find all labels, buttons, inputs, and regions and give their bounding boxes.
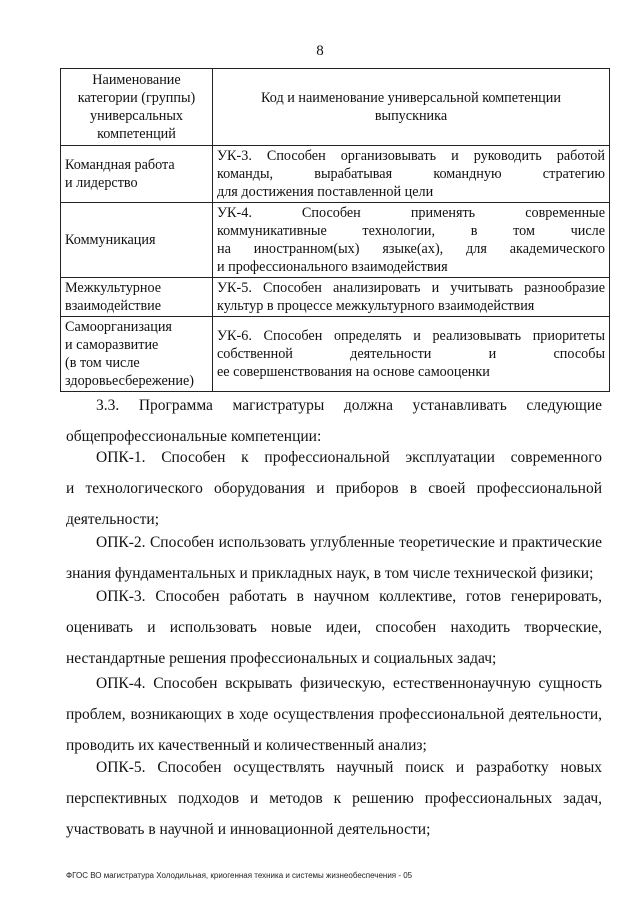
category-line: Командная работа [65, 157, 175, 173]
paragraph-line: проводить их качественный и количественный анализ; [66, 737, 427, 754]
header-category-line: универсальных [90, 108, 183, 124]
paragraph-line: оценивать и использовать новые идеи, способен находить творческие, [66, 619, 602, 636]
row-category [61, 146, 213, 203]
opk-2-paragraph [66, 527, 602, 589]
opk-1-paragraph [66, 442, 602, 535]
table-row [61, 278, 610, 317]
competence-line: на иностранном(ых) языке(ах), для академического [217, 241, 605, 257]
page-footer: ФГОС ВО магистратура Холодильная, криогенная техника и системы жизнеобеспечения - 05 [66, 871, 413, 880]
category-line: взаимодействие [65, 298, 162, 314]
header-category-line: компетенций [97, 126, 176, 142]
row-competence [213, 278, 610, 317]
header-competence-line: выпускника [374, 108, 448, 124]
competence-line: УК-6. Способен определять и реализовывать приоритеты [217, 328, 605, 344]
competence-line: и профессионального взаимодействия [217, 259, 448, 275]
category-line: и саморазвитие [65, 337, 159, 353]
paragraph-line: 3.3. Программа магистратуры должна устанавливать следующие [96, 397, 602, 414]
category-line: Межкультурное [65, 280, 162, 296]
paragraph-line: ОПК-2. Способен использовать углубленные теоретические и практические [96, 534, 602, 551]
table-row [61, 203, 610, 278]
paragraph-line: проблем, возникающих в ходе осуществления профессиональной деятельности, [66, 706, 602, 723]
table-header-row [61, 69, 610, 146]
category-line: и лидерство [65, 175, 138, 191]
row-category [61, 317, 213, 392]
category-line: Коммуникация [65, 232, 156, 248]
competence-line: УК-3. Способен организовывать и руководить работой [217, 148, 605, 164]
competence-line: УК-5. Способен анализировать и учитывать разнообразие [217, 280, 605, 296]
paragraph-line: ОПК-5. Способен осуществлять научный поиск и разработку новых [96, 759, 602, 776]
header-category-line: категории (группы) [77, 90, 196, 106]
competence-line: УК-4. Способен применять современные [217, 205, 605, 221]
row-category [61, 278, 213, 317]
opk-4-paragraph [66, 668, 602, 761]
competence-line: команды, вырабатывая командную стратегию [217, 166, 605, 182]
paragraph-line: нестандартные решения профессиональных и социальных задач; [66, 650, 497, 667]
paragraph-line: ОПК-1. Способен к профессиональной эксплуатации современного [96, 449, 602, 466]
competence-line: коммуникативные технологии, в том числе [217, 223, 605, 239]
row-competence [213, 317, 610, 392]
row-competence [213, 146, 610, 203]
competence-line: ее совершенствования на основе самооценки [217, 364, 490, 380]
opk-5-paragraph [66, 752, 602, 845]
competencies-table [60, 68, 610, 392]
table-row [61, 317, 610, 392]
competence-line: культур в процессе межкультурного взаимодействия [217, 298, 535, 314]
table-row [61, 146, 610, 203]
row-category [61, 203, 213, 278]
paragraph-line: и технологического оборудования и приборов в своей профессиональной [66, 480, 602, 497]
page-number: 8 [316, 43, 324, 59]
competence-line: собственной деятельности и способы [217, 346, 605, 362]
competence-line: для достижения поставленной цели [217, 184, 434, 200]
opk-3-paragraph [66, 581, 602, 674]
category-line: здоровьесбережение) [65, 373, 194, 389]
paragraph-line: общепрофессиональные компетенции: [66, 428, 322, 445]
header-category [61, 69, 213, 146]
paragraph-line: знания фундаментальных и прикладных наук, в том числе технической физики; [66, 565, 594, 582]
paragraph-line: участвовать в научной и инновационной деятельности; [66, 821, 431, 838]
category-line: Самоорганизация [65, 319, 172, 335]
paragraph-line: перспективных подходов и методов к решению профессиональных задач, [66, 790, 602, 807]
paragraph-line: ОПК-3. Способен работать в научном коллективе, готов генерировать, [96, 588, 602, 605]
header-competence [213, 69, 610, 146]
row-competence [213, 203, 610, 278]
paragraph-line: ОПК-4. Способен вскрывать физическую, естественнонаучную сущность [96, 675, 602, 692]
header-category-line: Наименование [92, 72, 181, 88]
header-competence-line: Код и наименование универсальной компетенции [261, 90, 561, 106]
category-line: (в том числе [65, 355, 140, 371]
paragraph-line: деятельности; [66, 511, 160, 528]
